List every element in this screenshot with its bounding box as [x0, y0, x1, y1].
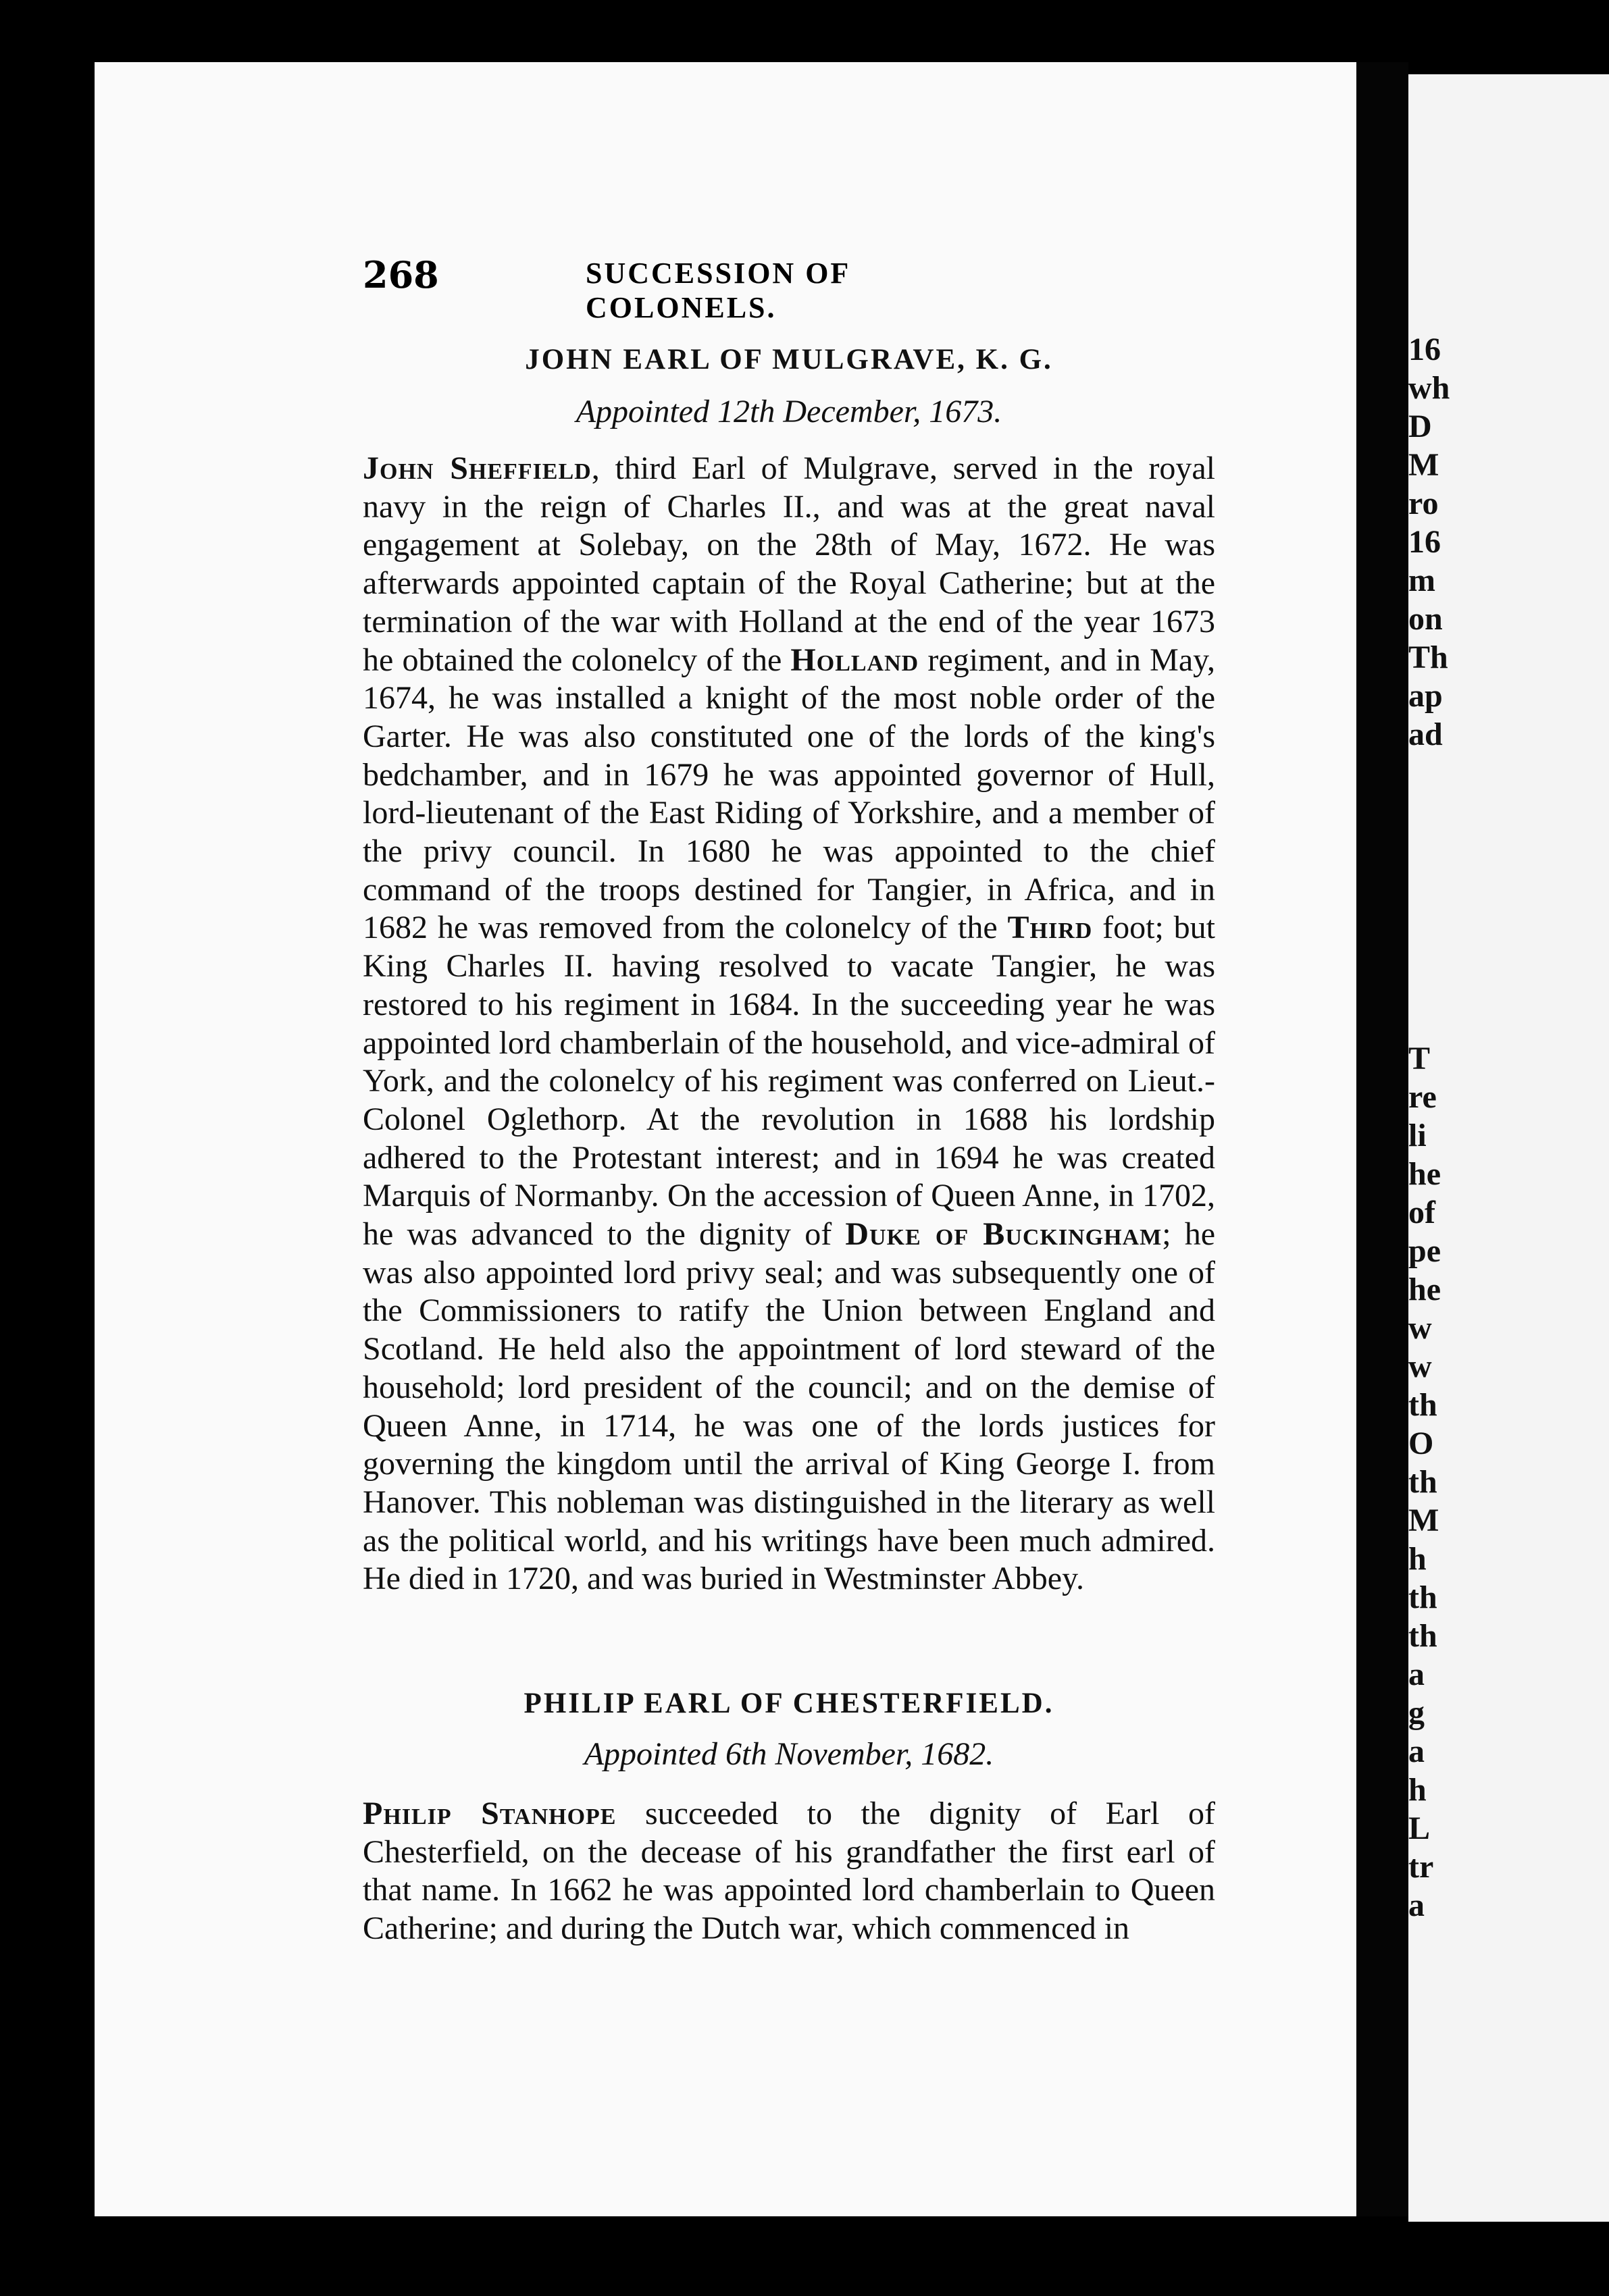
adjacent-page-fragment: th	[1408, 1387, 1437, 1423]
adjacent-page-fragment: tr	[1408, 1849, 1434, 1885]
adjacent-page-fragment: L	[1408, 1810, 1431, 1846]
adjacent-page-fragment: Th	[1408, 640, 1448, 675]
body-text: ; he was also appointed lord privy seal; and was subsequently one of the Commissioners to ratify the Union between England and Scotland. He held also the appointment of lord steward of the household; lord president of the council; and on the demise of Queen Anne, in 1714, he was one of the lords justices for governing the kingdom until the arrival of King George I. from Hanover. This nobleman was distinguished in the literary as well as the political world, and his writings have been much admired. He died in 1720, and was buried in Westminster Abbey.	[363, 1216, 1216, 1597]
regiment-smallcaps: Holland	[790, 642, 919, 678]
section-body-mulgrave	[363, 450, 1215, 1598]
adjacent-page-fragment: a	[1408, 1656, 1425, 1692]
adjacent-page-fragment: he	[1408, 1156, 1441, 1192]
adjacent-page-fragment: ap	[1408, 678, 1443, 714]
title-smallcaps: Duke of Buckingham	[845, 1216, 1163, 1253]
adjacent-page-fragment: of	[1408, 1195, 1435, 1230]
adjacent-page-fragment: h	[1408, 1772, 1427, 1808]
name-smallcaps: John Sheffield	[363, 450, 592, 486]
adjacent-page	[1408, 74, 1609, 2222]
adjacent-page-fragment: ro	[1408, 486, 1439, 521]
adjacent-page-fragment: g	[1408, 1695, 1425, 1731]
adjacent-page-fragment: re	[1408, 1079, 1437, 1115]
adjacent-page-fragment: ad	[1408, 716, 1443, 752]
adjacent-page-fragment: pe	[1408, 1233, 1441, 1269]
adjacent-page-fragment: T	[1408, 1041, 1431, 1076]
appointment-line: Appointed 6th November, 1682.	[584, 1736, 994, 1772]
adjacent-page-fragment: w	[1408, 1310, 1432, 1346]
adjacent-page-fragment: w	[1408, 1349, 1432, 1384]
running-title: SUCCESSION OF COLONELS.	[586, 257, 850, 324]
section-heading: PHILIP EARL OF CHESTERFIELD.	[523, 1688, 1054, 1719]
section-appointment-chesterfield	[363, 1736, 1215, 1773]
adjacent-page-fragment: li	[1408, 1118, 1427, 1153]
adjacent-page-fragment: wh	[1408, 370, 1450, 406]
adjacent-page-fragment: h	[1408, 1541, 1427, 1577]
regiment-smallcaps: Third	[1007, 910, 1093, 946]
body-paragraph	[363, 450, 1215, 1598]
body-text: succeeded to the dignity of Earl of Chesterfield, on the decease of his grandfather the first earl of that name. In 1662 he was appointed lord chamberlain to Queen Catherine; and during the Dutch war, which commenced in	[363, 1796, 1215, 1947]
body-text: , third Earl of Mulgrave, served in the royal navy in the reign of Charles II., and was at the great naval engagement at Solebay, on the 28th of May, 1672. He was afterwards appointed captain of the Royal Catherine; but at the termination of the war with Holland at the end of the year 1673 he obtained the colonelcy of the	[363, 450, 1215, 678]
section-title-mulgrave	[363, 343, 1215, 376]
adjacent-page-fragment: he	[1408, 1272, 1441, 1307]
body-text: regiment, and in May, 1674, he was installed a knight of the most noble order of the Garter. He was also constituted one of the lords of the king's bedchamber, and in 1679 he was appointed governor of Hull, lord-lieutenant of the East Riding of Yorkshire, and a member of the privy council. In 1680 he was appointed to the chief command of the troops destined for Tangier, in Africa, and in 1682 he was removed from the colonelcy of the	[363, 642, 1215, 946]
adjacent-page-fragment: D	[1408, 409, 1432, 444]
adjacent-page-fragment: th	[1408, 1580, 1437, 1615]
adjacent-page-fragment: a	[1408, 1733, 1425, 1769]
appointment-line: Appointed 12th December, 1673.	[576, 394, 1002, 429]
adjacent-page-fragment: th	[1408, 1464, 1437, 1500]
section-heading: JOHN EARL OF MULGRAVE, K. G.	[525, 344, 1053, 375]
adjacent-page-fragment: 16	[1408, 332, 1441, 367]
section-appointment-mulgrave	[363, 393, 1215, 430]
body-paragraph	[363, 1795, 1215, 1948]
adjacent-page-fragment: m	[1408, 563, 1435, 598]
book-gutter	[1358, 62, 1408, 2216]
section-body-chesterfield	[363, 1795, 1215, 1948]
adjacent-page-fragment: th	[1408, 1618, 1437, 1654]
adjacent-page-fragment: M	[1408, 1503, 1439, 1538]
page-number: 268	[363, 253, 439, 296]
adjacent-page-fragment: 16	[1408, 524, 1441, 560]
adjacent-page-fragment: M	[1408, 447, 1439, 483]
adjacent-page-fragment: a	[1408, 1887, 1425, 1923]
section-title-chesterfield	[363, 1687, 1215, 1720]
name-smallcaps: Philip Stanhope	[363, 1796, 617, 1831]
body-text: foot; but King Charles II. having resolved to vacate Tangier, he was restored to his regiment in 1684. In the succeeding year he was appointed lord chamberlain of the household, and vice-admiral of York, and the colonelcy of his regiment was conferred on Lieut.-Colonel Oglethorp. At the revolution in 1688 his lordship adhered to the Protestant interest; and in 1694 he was created Marquis of Normanby. On the accession of Queen Anne, in 1702, he was advanced to the dignity of	[363, 910, 1215, 1253]
adjacent-page-fragment: O	[1408, 1426, 1434, 1461]
adjacent-page-fragment: on	[1408, 601, 1443, 637]
